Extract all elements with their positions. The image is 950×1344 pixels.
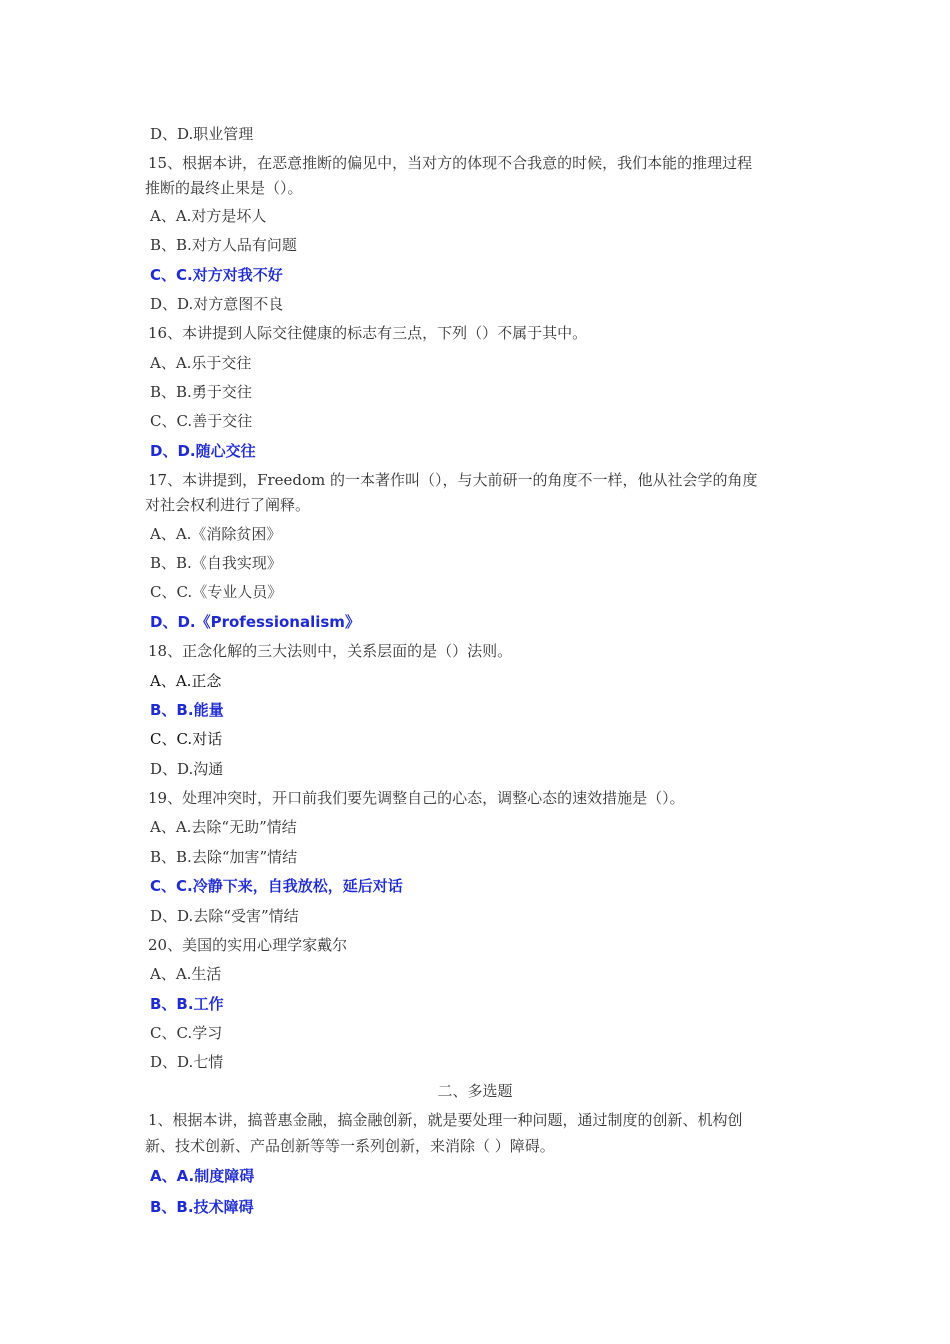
option-line: D、D.去除“受害”情结 — [150, 907, 299, 925]
correct-answer-line: B、B.能量 — [150, 701, 224, 719]
correct-answer-line: C、C.对方对我不好 — [150, 266, 283, 284]
question-line: 19、处理冲突时，开口前我们要先调整自己的心态，调整心态的速效措施是（）。 — [148, 789, 685, 807]
question-line: 17、本讲提到，Freedom 的一本著作叫（），与大前研一的角度不一样，他从社会学的角度 — [148, 471, 758, 489]
option-line: C、C.善于交往 — [150, 412, 253, 430]
correct-answer-line: C、C.冷静下来，自我放松，延后对话 — [150, 877, 403, 895]
correct-answer-line: B、B.技术障碍 — [150, 1198, 254, 1216]
option-line: D、D.职业管理 — [150, 125, 254, 143]
option-line: B、B.去除“加害”情结 — [150, 848, 298, 866]
option-line: B、B.《自我实现》 — [150, 554, 282, 572]
section-title: 二、多选题 — [437, 1082, 513, 1100]
option-line: C、C.对话 — [150, 730, 223, 748]
option-line: A、A.去除“无助”情结 — [150, 818, 297, 836]
option-line: A、A.生活 — [150, 965, 222, 983]
question-line: 20、美国的实用心理学家戴尔 — [148, 936, 348, 954]
question-line-continued: 推断的最终止果是（）。 — [145, 179, 303, 197]
question-line: 18、正念化解的三大法则中，关系层面的是（）法则。 — [148, 642, 513, 660]
question-line-continued: 新、技术创新、产品创新等等一系列创新，来消除（ ）障碍。 — [145, 1137, 555, 1155]
option-line: D、D.沟通 — [150, 760, 224, 778]
option-line: A、A.乐于交往 — [150, 354, 252, 372]
option-line: A、A.对方是坏人 — [150, 207, 267, 225]
correct-answer-line: A、A.制度障碍 — [150, 1167, 255, 1185]
question-line: 16、本讲提到人际交往健康的标志有三点，下列（）不属于其中。 — [148, 324, 588, 342]
option-line: B、B.对方人品有问题 — [150, 236, 297, 254]
option-line: A、A.《消除贫困》 — [150, 525, 282, 543]
question-line: 1、根据本讲，搞普惠金融，搞金融创新，就是要处理一种问题，通过制度的创新、机构创 — [148, 1111, 743, 1129]
option-line: A、A.正念 — [150, 672, 222, 690]
option-line: C、C.《专业人员》 — [150, 583, 283, 601]
question-line-continued: 对社会权利进行了阐释。 — [145, 496, 311, 514]
option-line: B、B.勇于交往 — [150, 383, 252, 401]
correct-answer-line: B、B.工作 — [150, 995, 224, 1013]
option-line: D、D.对方意图不良 — [150, 295, 284, 313]
option-line: D、D.七情 — [150, 1053, 224, 1071]
correct-answer-line: D、D.随心交往 — [150, 442, 256, 460]
question-line: 15、根据本讲，在恶意推断的偏见中，当对方的体现不合我意的时候，我们本能的推理过程 — [148, 154, 753, 172]
correct-answer-line: D、D.《Professionalism》 — [150, 613, 360, 631]
option-line: C、C.学习 — [150, 1024, 223, 1042]
